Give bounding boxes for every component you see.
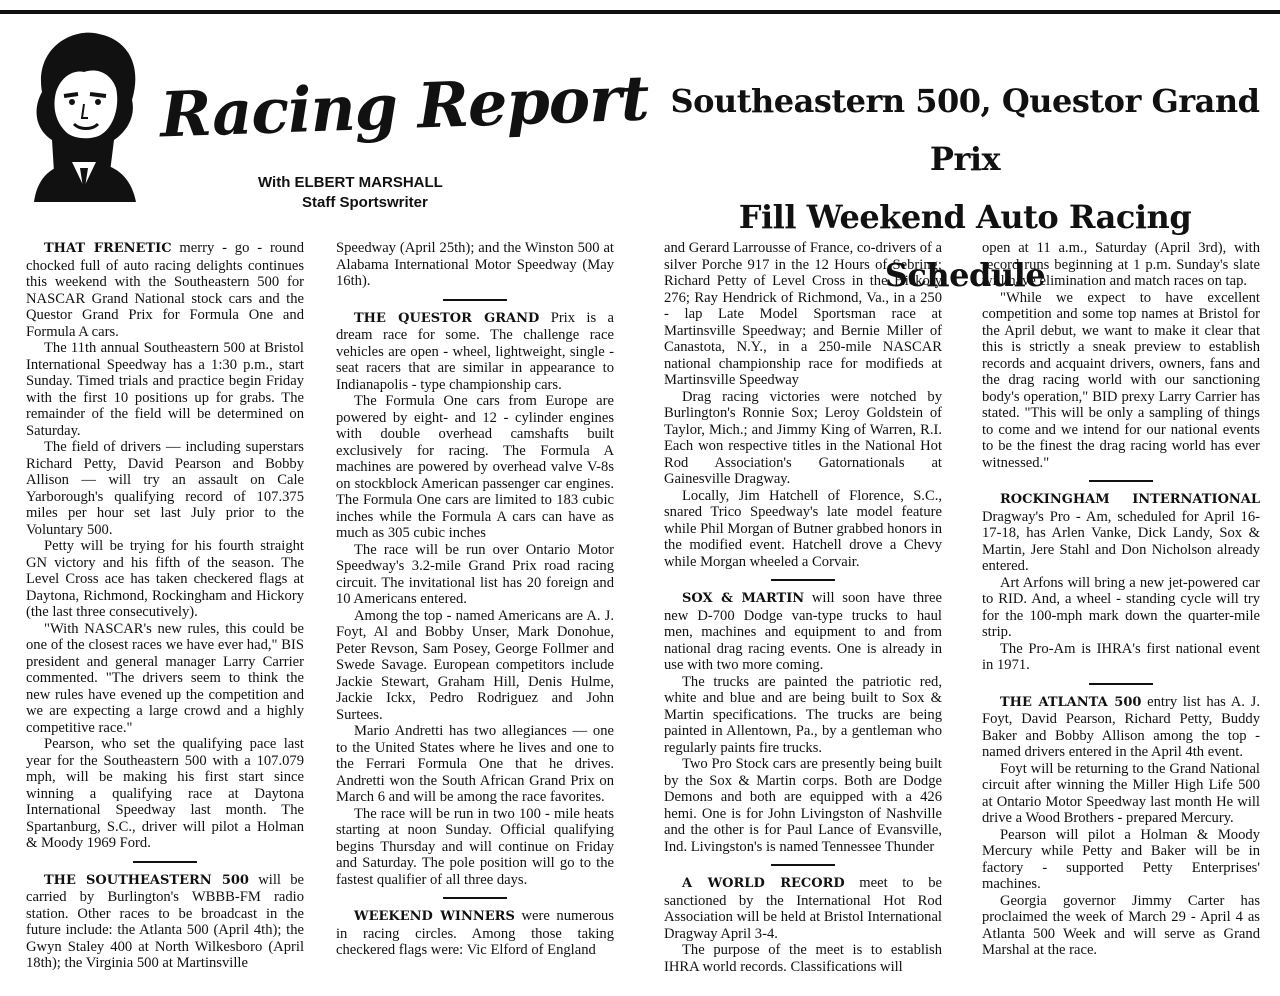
article-paragraph: [982, 827, 1260, 893]
paragraph-text: Among the top - named Americans are A. J. Foyt, Al and Bobby Unser, Mark Donohue, Peter Revson, Sam Posey, George Follmer and Swede Savage. European competitors include Jackie Stewart, Graham Hill, Denis Hulme, Jackie Ickx, Pedro Rodriguez and John Surtees.: [336, 607, 614, 723]
headline-line-1: Southeastern 500, Questor Grand Prix: [670, 82, 1260, 178]
article-paragraph: [336, 806, 614, 889]
headline-line-2: Fill Weekend Auto Racing Schedule: [738, 198, 1192, 294]
paragraph-text: Speedway (April 25th); and the Winston 500 at Alabama International Motor Speedway (May 16th).: [336, 240, 614, 289]
byline-role: Staff Sportswriter: [302, 194, 428, 211]
article-paragraph: [336, 240, 614, 290]
paragraph-text: will soon have three new D-700 Dodge van-type trucks to haul men, machines and equipment to and from national drag racing events. One is already in use with two more coming.: [664, 590, 942, 673]
paragraph-text: Prix is a dream race for some. The challenge race vehicles are open - wheel, lightweight, single - seat racers that are similar in appearance to Indianapolis - type championship cars.: [336, 309, 614, 393]
paragraph-text: The trucks are painted the patriotic red, white and blue and are being built to Sox & Martin specifications. The trucks are being painted in Allentown, Pa., by a gentleman who regularly paints fire trucks.: [664, 673, 942, 756]
section-divider: [771, 864, 835, 866]
paragraph-text: The Formula One cars from Europe are powered by eight- and 12 - cylinder engines with double overhead camshafts built exclusively for racing. The Formula A machines are powered by overhead valve V-8s on stockblock American passenger car engines. The Formula One cars are limited to 183 cubic inches while the Formula A cars can have as much as 305 cubic inches: [336, 393, 614, 541]
paragraph-text: Foyt will be returning to the Grand National circuit after winning the Miller High Life 500 at Ontario Motor Speedway last month He will drive a Wood Brothers - prepared Mercury.: [982, 760, 1260, 826]
article-paragraph: [664, 674, 942, 757]
section-divider: [1089, 480, 1153, 482]
section-lead-in: A WORLD RECORD: [682, 876, 845, 891]
paragraph-text: entry list has A. J. Foyt, David Pearson, Richard Petty, Buddy Baker and Bobby Allison among the top - named drivers entered in the April 4th event.: [982, 693, 1260, 760]
article-paragraph: [26, 736, 304, 852]
article-paragraph: [664, 875, 942, 942]
article-paragraph: [26, 538, 304, 621]
paragraph-text: The purpose of the meet is to establish IHRA world records. Classifications will: [664, 942, 942, 975]
article-column-1: [26, 240, 304, 996]
article-paragraph: [982, 240, 1260, 290]
byline: [258, 173, 443, 213]
article-paragraph: [982, 761, 1260, 827]
paragraph-text: Pearson will pilot a Holman & Moody Mercury while Petty and Baker will be in factory - supported Petty Enterprises' machines.: [982, 826, 1260, 892]
paragraph-text: merry - go - round chocked full of auto racing delights continues this weekend with the Southeastern 500 for NASCAR Grand National stock cars and the Questor Grand Prix for Formula One and Formula A cars.: [26, 240, 304, 340]
article-paragraph: [664, 389, 942, 488]
article-paragraph: [26, 872, 304, 972]
article-column-3: [664, 240, 942, 996]
article-paragraph: [336, 393, 614, 542]
article-paragraph: [336, 908, 614, 959]
paragraph-text: will be carried by Burlington's WBBB-FM radio station. Other races to be broadcast in the future include: the Atlanta 500 (April 4th); the Gwyn Staley 400 at North Wilkesboro (April 18th); the Virginia 500 at Martinsville: [26, 871, 304, 971]
article-paragraph: [664, 756, 942, 855]
paragraph-text: Art Arfons will bring a new jet-powered car to RID. And, a wheel - standing cycle will try for the 100-mph mark down the quarter-mile strip.: [982, 574, 1260, 640]
article-column-2: [336, 240, 614, 996]
paragraph-text: Pearson, who set the qualifying pace last year for the Southeastern 500 with a 107.079 mph, will be making his first start since winning a qualifying race at Daytona International Speedway last month. The Spartanburg, S.C., driver will pilot a Holman & Moody 1969 Ford.: [26, 736, 304, 851]
section-lead-in: ROCKINGHAM INTERNATIONAL: [1000, 492, 1260, 507]
section-divider: [133, 861, 197, 863]
paragraph-text: open at 11 a.m., Saturday (April 3rd), with record runs beginning at 1 p.m. Sunday's slate will have elimination and match races on tap.: [982, 240, 1260, 289]
section-divider: [443, 897, 507, 899]
section-lead-in: THE SOUTHEASTERN 500: [44, 872, 249, 888]
article-paragraph: [982, 491, 1260, 575]
paragraph-text: Locally, Jim Hatchell of Florence, S.C., snared Trico Speedway's late model feature while Phil Morgan of Butner grabbed honors in the modified event. Hatchell drove a Chevy while Morgan wheeled a Corvair.: [664, 487, 942, 570]
paragraph-text: Mario Andretti has two allegiances — one to the United States where he lives and one to the Ferrari Formula One that he drives. Andretti won the South African Grand Prix on March 6 and will be among the race favorites.: [336, 723, 614, 805]
paragraph-text: "With NASCAR's new rules, this could be one of the closest races we have ever had," BIS president and general manager Larry Carrier commented. "The drivers seem to think the new rules have evened up the competition and we are expecting a large crowd and a highly competitive race.": [26, 620, 304, 736]
paragraph-text: were numerous in racing circles. Among those taking checkered flags were: Vic Elford of England: [336, 908, 614, 958]
article-paragraph: [664, 488, 942, 571]
article-paragraph: [982, 641, 1260, 674]
article-column-4: [982, 240, 1260, 996]
section-lead-in: THAT FRENETIC: [44, 241, 172, 256]
article-paragraph: [26, 621, 304, 737]
paragraph-text: and Gerard Larrousse of France, co-drivers of a silver Porche 917 in the 12 Hours of Sebring; Richard Petty of Level Cross in the Hickory 276; Ray Hendrick of Richmond, Va., in a 250 - lap Late Model Sportsman race at Martinsville Speedway; and Bernie Miller of Canastota, N.Y., in a 250-mile NASCAR national championship race for modifieds at Martinsville Speedway: [664, 240, 942, 388]
article-paragraph: [664, 240, 942, 389]
article-paragraph: [336, 608, 614, 724]
racing-report-logo: Racing Report: [158, 61, 650, 152]
article-paragraph: [982, 575, 1260, 641]
paragraph-text: Georgia governor Jimmy Carter has proclaimed the week of March 29 - April 4 as Atlanta 500 Week and will serve as Grand Marshal at the race.: [982, 892, 1260, 958]
article-paragraph: [982, 893, 1260, 959]
article-paragraph: [664, 942, 942, 975]
article-paragraph: [982, 290, 1260, 472]
section-divider: [1089, 683, 1153, 685]
article-paragraph: [336, 542, 614, 608]
paragraph-text: The race will be run over Ontario Motor Speedway's 3.2-mile Grand Prix road racing circuit. The invitational list has 20 foreign and 10 Americans entered.: [336, 541, 614, 607]
paragraph-text: The race will be run in two 100 - mile heats starting at noon Sunday. Official qualifying begins Thursday and will continue on Friday and Saturday. The pole position will go to the fastest qualifier of all three days.: [336, 805, 614, 888]
section-divider: [771, 579, 835, 581]
article-paragraph: [336, 723, 614, 806]
section-lead-in: WEEKEND WINNERS: [354, 909, 515, 924]
paragraph-text: meet to be sanctioned by the International Hot Rod Association will be held at Bristol International Dragway April 3-4.: [664, 875, 942, 942]
section-lead-in: THE ATLANTA 500: [1000, 694, 1142, 710]
columnist-portrait-image: [14, 22, 154, 202]
byline-author: With ELBERT MARSHALL: [258, 174, 443, 191]
section-lead-in: THE QUESTOR GRAND: [354, 310, 540, 326]
paragraph-text: "While we expect to have excellent competition and some top names at Bristol for the April debut, we want to make it clear that this is strictly a sneak preview to establish records and acquaint drivers, owners, fans and the drag racing world with our sanctioning body's operation," BID prexy Larry Carrier has stated. "This will be only a sampling of things to come and we intend for our national events to be the finest the drag racing world has ever witnessed.": [982, 289, 1260, 471]
article-paragraph: [26, 340, 304, 439]
paragraph-text: Petty will be trying for his fourth straight GN victory and his fifth of the season. The Level Cross ace has taken checkered flags at Daytona, Richmond, Rockingham and Hickory (the last three consecutively).: [26, 538, 304, 620]
article-paragraph: [336, 310, 614, 394]
section-lead-in: SOX & MARTIN: [682, 591, 805, 606]
article-paragraph: [26, 240, 304, 340]
paragraph-text: Dragway's Pro - Am, scheduled for April 16-17-18, has Arlen Vanke, Dick Landy, Sox & Martin, Jere Stahl and Don Nicholson already entered.: [982, 508, 1260, 574]
paragraph-text: The 11th annual Southeastern 500 at Bristol International Speedway has a 1:30 p.m., start Sunday. Timed trials and practice begin Friday with the first 10 positions up for grabs. The remainder of the field will be determined on Saturday.: [26, 340, 304, 439]
section-divider: [443, 299, 507, 301]
article-paragraph: [26, 439, 304, 538]
article-paragraph: [982, 694, 1260, 761]
paragraph-text: The field of drivers — including superstars Richard Petty, David Pearson and Bobby Allison — will try an assault on Cale Yarborough's qualifying record of 107.375 miles per hour set last July prior to the Voluntary 500.: [26, 439, 304, 538]
top-rule: [0, 10, 1280, 14]
paragraph-text: The Pro-Am is IHRA's first national event in 1971.: [982, 640, 1260, 673]
paragraph-text: Two Pro Stock cars are presently being built by the Sox & Martin corps. Both are Dodge Demons and both are equipped with a 426 hemi. One is for John Livingston of Nashville and the other is for Paul Lance of Evansville, Ind. Livingston's is named Tennessee Thunder: [664, 756, 942, 855]
paragraph-text: Drag racing victories were notched by Burlington's Ronnie Sox; Leroy Goldstein of Taylor, Mich.; and Jimmy King of Warren, R.I. Each won respective titles in the National Hot Rod Association's Gatornationals at Gainesville Dragway.: [664, 388, 942, 487]
article-paragraph: [664, 590, 942, 674]
